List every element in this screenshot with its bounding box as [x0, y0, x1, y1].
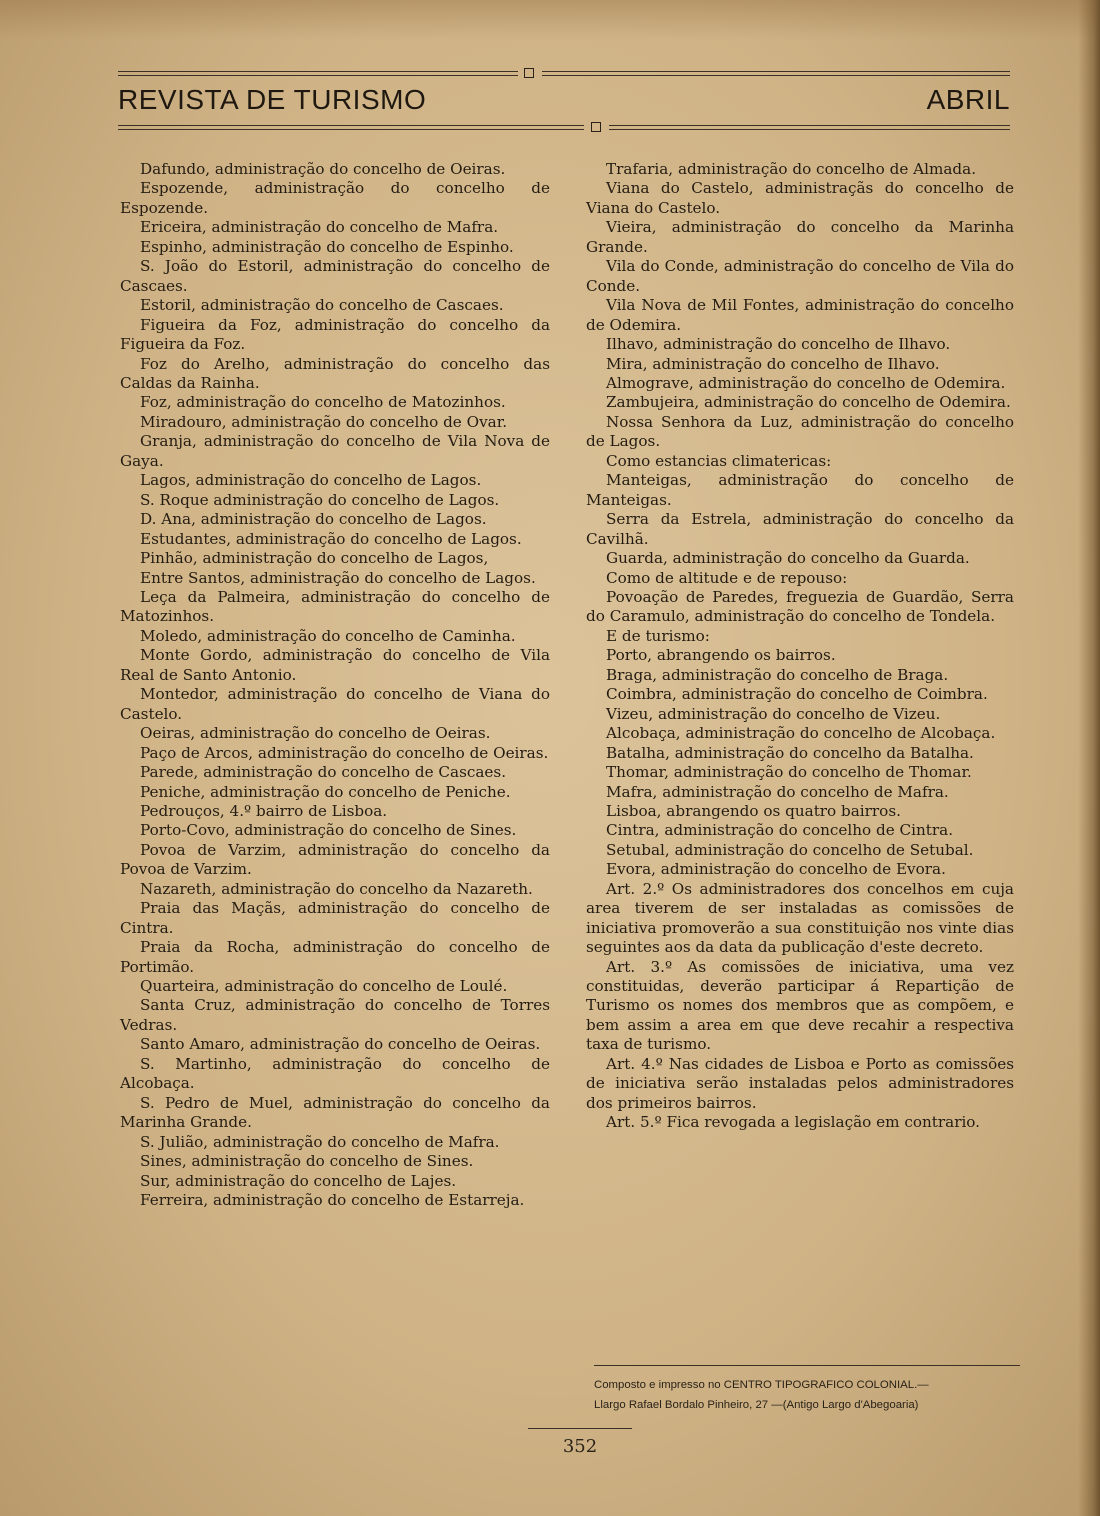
header-rule-bottom-right	[609, 125, 1010, 130]
list-item: Povoação de Paredes, freguezia de Guardão, Serra do Caramulo, administração do concelho de Tondela.	[586, 587, 1014, 626]
paper-edge-right	[1078, 0, 1100, 1516]
list-item: Thomar, administração do concelho de Thomar.	[606, 763, 972, 782]
colophon-rule	[594, 1365, 1020, 1366]
list-item: Vila Nova de Mil Fontes, administração do concelho de Odemira.	[586, 296, 1014, 334]
header-month: ABRIL	[926, 84, 1010, 115]
list-item: Parede, administração do concelho de Cascaes.	[140, 763, 507, 782]
list-item: Ericeira, administração do concelho de Mafra.	[140, 218, 499, 237]
list-item: Miradouro, administração do concelho de Ovar.	[140, 412, 508, 431]
list-item: Entre Santos, administração do concelho de Lagos.	[140, 568, 536, 587]
header-rule-top-left	[118, 71, 518, 76]
list-item: Trafaria, administração do concelho de Almada.	[606, 160, 977, 178]
list-item: Peniche, administração do concelho de Peniche.	[140, 782, 511, 801]
list-item: Quarteira, administração do concelho de Loulé.	[140, 977, 508, 996]
list-item: Viana do Castelo, administraçãs do concelho de Viana do Castelo.	[586, 179, 1014, 217]
list-item: Sur, administração do concelho de Lajes.	[140, 1171, 457, 1190]
header-title: REVISTA DE TURISMO	[118, 84, 427, 115]
list-item: Pedrouços, 4.º bairro de Lisboa.	[140, 801, 388, 820]
article-paragraph: Art. 4.º Nas cidades de Lisboa e Porto as comissões de iniciativa serão instaladas pelos administradores dos primeiros bairros.	[586, 1054, 1014, 1112]
list-item: Estoril, administração do concelho de Cascaes.	[140, 296, 504, 315]
list-item: Dafundo, administração do concelho de Oeiras.	[140, 160, 506, 178]
footer-rule	[528, 1428, 632, 1429]
list-item: Serra da Estrela, administração do concelho da Cavilhã.	[586, 510, 1014, 548]
header-rule-top-right	[542, 71, 1010, 76]
list-item: Alcobaça, administração do concelho de Alcobaça.	[606, 724, 996, 743]
list-item: Porto, abrangendo os bairros.	[606, 646, 836, 665]
list-item: Vizeu, administração do concelho de Vizeu.	[606, 704, 941, 723]
list-item: Povoa de Varzim, administração do concelho da Povoa de Varzim.	[120, 840, 550, 879]
list-item: S. Pedro de Muel, administração do concelho da Marinha Grande.	[120, 1093, 550, 1132]
list-item: Guarda, administração do concelho da Guarda.	[606, 549, 970, 568]
list-item: Leça da Palmeira, administração do concelho de Matozinhos.	[120, 587, 550, 626]
list-item: Mira, administração do concelho de Ilhavo.	[606, 354, 940, 373]
list-item: Coimbra, administração do concelho de Coimbra.	[606, 685, 988, 704]
article-paragraph: Art. 5.º Fica revogada a legislação em contrario.	[606, 1113, 981, 1132]
list-item: Ilhavo, administração do concelho de Ilhavo.	[606, 335, 951, 354]
list-item: Manteigas, administração do concelho de Manteigas.	[586, 471, 1014, 509]
list-item: Santa Cruz, administração do concelho de Torres Vedras.	[120, 996, 550, 1034]
list-item: S. Martinho, administração do concelho de Alcobaça.	[120, 1054, 550, 1093]
list-item: Nossa Senhora da Luz, administração do concelho de Lagos.	[586, 412, 1014, 451]
list-item: Pinhão, administração do concelho de Lagos,	[140, 549, 489, 568]
list-item: S. Julião, administração do concelho de Mafra.	[140, 1132, 500, 1151]
colophon	[594, 1375, 1018, 1415]
list-item: Estudantes, administração do concelho de Lagos.	[140, 529, 522, 548]
list-item: Granja, administração do concelho de Vila Nova de Gaya.	[120, 432, 550, 470]
list-item: Figueira da Foz, administração do concelho da Figueira da Foz.	[120, 315, 550, 354]
list-item: Espinho, administração do concelho de Espinho.	[140, 237, 514, 256]
list-item: Paço de Arcos, administração do concelho de Oeiras.	[140, 743, 549, 762]
list-item: Praia das Maçãs, administração do concelho de Cintra.	[120, 899, 550, 937]
article-paragraph: Art. 3.º As comissões de iniciativa, uma vez constituidas, deverão participar á Repartição de Turismo os nomes dos membros que as compõem, e bem assim a area em que deve recahir a respectiva taxa de turismo.	[586, 957, 1014, 1054]
header-ornament-top	[524, 68, 534, 78]
list-item: Espozende, administração do concelho de Espozende.	[120, 179, 550, 217]
article-paragraph: Art. 2.º Os administradores dos concelhos em cuja area tiverem de ser instaladas as comissões de iniciativa promoverão a sua constituição nos vinte dias seguintes aos da data da publicação d'este decreto.	[586, 879, 1014, 957]
list-item: S. Roque administração do concelho de Lagos.	[140, 490, 500, 509]
section-heading: Como de altitude e de repouso:	[606, 568, 848, 587]
list-item: Batalha, administração do concelho da Batalha.	[606, 743, 974, 762]
list-item: Foz, administração do concelho de Matozinhos.	[140, 393, 506, 412]
header-ornament-bottom	[591, 122, 601, 132]
list-item: S. João do Estoril, administração do concelho de Cascaes.	[120, 257, 550, 295]
paper-edge-top	[0, 0, 1100, 40]
list-item: Montedor, administração do concelho de Viana do Castelo.	[120, 685, 550, 723]
list-item: Lisboa, abrangendo os quatro bairros.	[606, 801, 901, 820]
colophon-line: Composto e impresso no CENTRO TIPOGRAFICO COLONIAL.—	[594, 1379, 929, 1391]
list-item: Oeiras, administração do concelho de Oeiras.	[140, 724, 491, 743]
list-item: Porto-Covo, administração do concelho de Sines.	[140, 821, 517, 840]
list-item: Braga, administração do concelho de Braga.	[606, 665, 949, 684]
colophon-line: Llargo Rafael Bordalo Pinheiro, 27 —(Antigo Largo d'Abegoaria)	[594, 1399, 919, 1411]
section-heading: E de turismo:	[606, 626, 710, 645]
list-item: Almograve, administração do concelho de Odemira.	[606, 373, 1006, 392]
right-column	[586, 160, 1014, 1133]
list-item: Vieira, administração do concelho da Marinha Grande.	[586, 218, 1014, 256]
list-item: Ferreira, administração do concelho de Estarreja.	[140, 1191, 525, 1210]
list-item: Lagos, administração do concelho de Lagos.	[140, 471, 482, 490]
list-item: Sines, administração do concelho de Sines.	[140, 1152, 474, 1171]
list-item: Moledo, administração do concelho de Caminha.	[140, 626, 516, 645]
section-heading: Como estancias climatericas:	[606, 451, 832, 470]
list-item: Zambujeira, administração do concelho de Odemira.	[606, 393, 1011, 412]
list-item: Nazareth, administração do concelho da Nazareth.	[140, 879, 533, 898]
list-item: Setubal, administração do concelho de Setubal.	[606, 840, 974, 859]
header-rule-bottom-left	[118, 125, 584, 130]
list-item: Vila do Conde, administração do concelho de Vila do Conde.	[586, 257, 1014, 295]
list-item: D. Ana, administração do concelho de Lagos.	[140, 510, 487, 529]
list-item: Foz do Arelho, administração do concelho das Caldas da Rainha.	[120, 354, 550, 392]
page-number: 352	[562, 1436, 598, 1457]
list-item: Praia da Rocha, administração do concelho de Portimão.	[120, 938, 550, 976]
left-column	[120, 160, 550, 1210]
list-item: Monte Gordo, administração do concelho de Vila Real de Santo Antonio.	[120, 646, 550, 684]
list-item: Mafra, administração do concelho de Mafra.	[606, 782, 949, 801]
list-item: Santo Amaro, administração do concelho de Oeiras.	[140, 1035, 541, 1054]
list-item: Cintra, administração do concelho de Cintra.	[606, 821, 954, 840]
list-item: Evora, administração do concelho de Evora.	[606, 860, 946, 879]
